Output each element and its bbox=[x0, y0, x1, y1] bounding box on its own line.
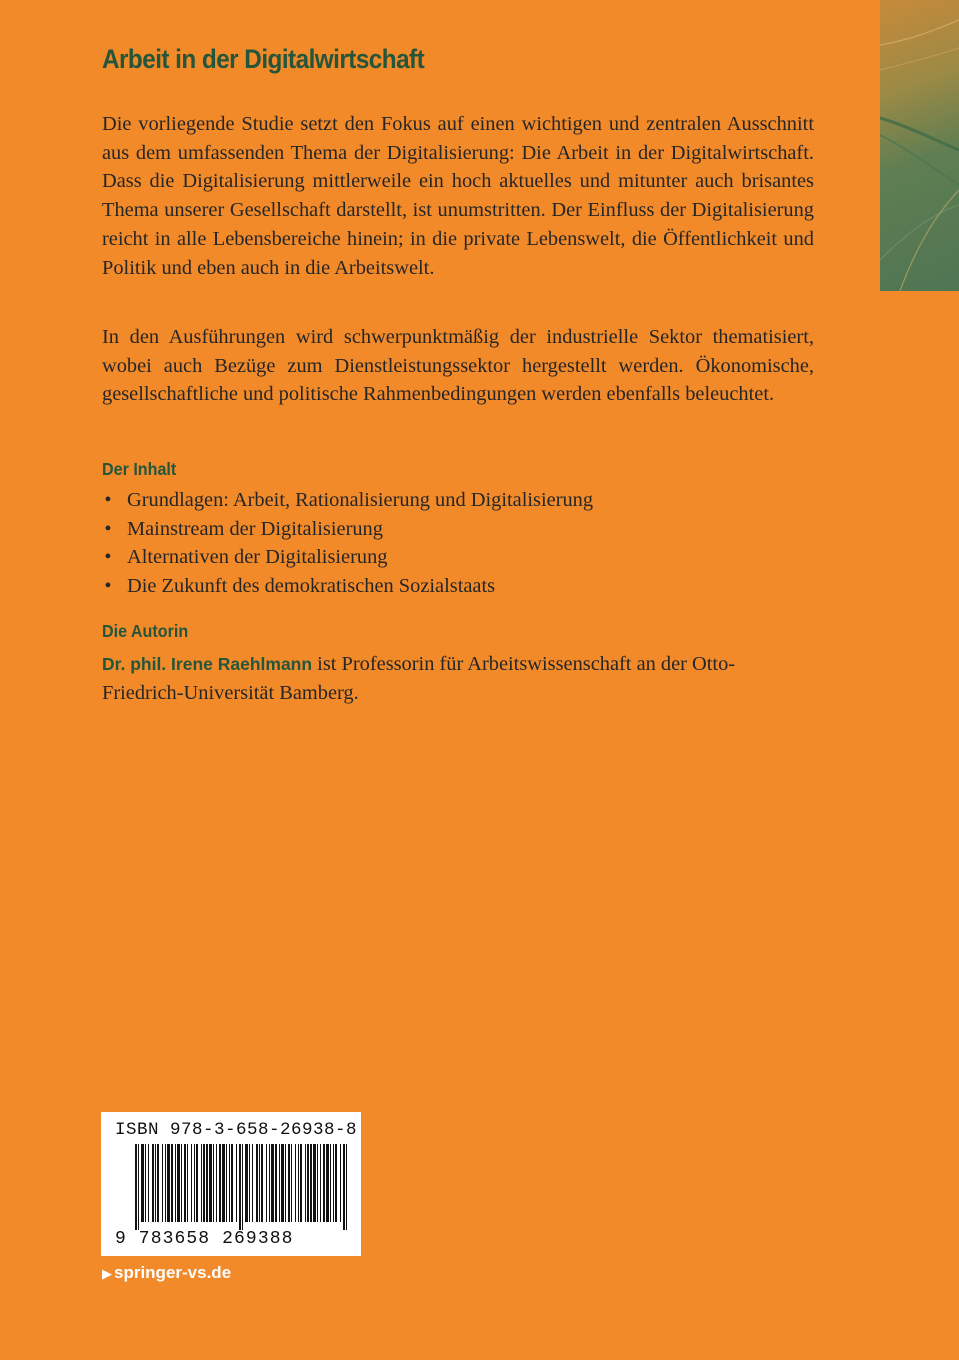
barcode-bar bbox=[249, 1144, 250, 1222]
barcode-bar bbox=[333, 1144, 334, 1222]
barcode-bar bbox=[261, 1144, 263, 1222]
barcode-bar bbox=[300, 1144, 302, 1222]
barcode-bar bbox=[323, 1144, 325, 1222]
barcode-bar bbox=[231, 1144, 233, 1222]
contents-list bbox=[102, 486, 593, 601]
barcode-bar bbox=[285, 1144, 286, 1222]
barcode-bar bbox=[165, 1144, 166, 1222]
barcode-bar bbox=[157, 1144, 159, 1222]
barcode-bar bbox=[335, 1144, 337, 1222]
barcode-bar bbox=[201, 1144, 202, 1222]
barcode-bar bbox=[203, 1144, 205, 1222]
barcode-bar bbox=[242, 1144, 243, 1230]
bullet-icon: • bbox=[104, 575, 112, 598]
barcode-bar bbox=[313, 1144, 316, 1222]
list-item bbox=[102, 515, 593, 544]
isbn-barcode bbox=[101, 1112, 361, 1256]
barcode-bar bbox=[141, 1144, 144, 1222]
list-item bbox=[102, 486, 593, 515]
barcode-bar bbox=[155, 1144, 156, 1222]
barcode-bar bbox=[239, 1144, 241, 1230]
list-item bbox=[102, 572, 593, 601]
barcode-bar bbox=[175, 1144, 176, 1222]
barcode-bar bbox=[219, 1144, 221, 1222]
publisher-link[interactable] bbox=[102, 1263, 231, 1283]
barcode-bar bbox=[295, 1144, 296, 1222]
book-title: Arbeit in der Digitalwirtschaft bbox=[102, 44, 425, 74]
description-paragraph-1: Die vorliegende Studie setzt den Fokus auf einen wichtigen und zentralen Ausschnitt aus dem umfassenden Thema der Digitalisierung: Die Arbeit in der Digitalwirtschaft. Dass die Digitalisierung mittlerweile ein hoch aktuelles und mitunter auch brisantes Thema unserer Gesellschaft darstellt, ist unumstritten. Der Einfluss der Digitalisierung reicht in alle Lebensbereiche hinein; in die private Lebenswelt, die Öffentlichkeit und Politik und eben auch in die Arbeitswelt. bbox=[102, 113, 814, 279]
barcode-bar bbox=[171, 1144, 173, 1222]
barcode-bar bbox=[288, 1144, 290, 1222]
author-heading: Die Autorin bbox=[102, 621, 189, 641]
isbn-label: ISBN 978-3-658-26938-8 bbox=[115, 1120, 358, 1140]
barcode-bar bbox=[326, 1144, 329, 1222]
barcode-bar bbox=[187, 1144, 188, 1222]
bullet-icon: • bbox=[104, 489, 112, 511]
list-item-text: Alternativen der Digitalisierung bbox=[127, 546, 388, 569]
barcode-bar bbox=[184, 1144, 186, 1222]
barcode-bar bbox=[343, 1144, 345, 1230]
barcode-bar bbox=[346, 1144, 347, 1230]
barcode-bar bbox=[298, 1144, 299, 1222]
list-item bbox=[102, 543, 593, 572]
barcode-bar bbox=[196, 1144, 198, 1222]
barcode-bar bbox=[307, 1144, 309, 1222]
barcode-bar bbox=[206, 1144, 208, 1222]
barcode-bar bbox=[177, 1144, 180, 1222]
barcode-bar bbox=[275, 1144, 277, 1222]
publisher-url: springer-vs.de bbox=[114, 1263, 232, 1282]
barcode-bar bbox=[245, 1144, 248, 1222]
list-item-text: Grundlagen: Arbeit, Rationalisierung und Digitalisierung bbox=[127, 489, 594, 511]
barcode-bar bbox=[259, 1144, 260, 1222]
barcode-bar bbox=[305, 1144, 306, 1222]
barcode-bar bbox=[279, 1144, 280, 1222]
barcode-bar bbox=[252, 1144, 253, 1222]
list-item-text: Mainstream der Digitalisierung bbox=[127, 517, 383, 540]
barcode-bar bbox=[152, 1144, 154, 1222]
barcode-bar bbox=[330, 1144, 331, 1222]
barcode-bar bbox=[340, 1144, 341, 1222]
barcode-bar bbox=[310, 1144, 312, 1222]
bullet-icon: • bbox=[104, 517, 112, 540]
barcode-bar bbox=[281, 1144, 284, 1222]
barcode-bar bbox=[191, 1144, 192, 1222]
barcode-bar bbox=[236, 1144, 237, 1222]
barcode-bar bbox=[229, 1144, 230, 1222]
barcode-bar bbox=[317, 1144, 318, 1222]
barcode-bar bbox=[266, 1144, 267, 1222]
list-item-text: Die Zukunft des demokratischen Sozialstaats bbox=[127, 575, 496, 598]
barcode-bar bbox=[222, 1144, 225, 1222]
barcode-bar bbox=[320, 1144, 321, 1222]
barcode-bar bbox=[138, 1144, 139, 1230]
bullet-icon: • bbox=[104, 546, 112, 569]
barcode-bar bbox=[291, 1144, 292, 1222]
author-name: Dr. phil. Irene Raehlmann bbox=[102, 654, 313, 674]
barcode-bar bbox=[148, 1144, 149, 1222]
barcode-bar bbox=[209, 1144, 212, 1222]
abstract-wave-graphic bbox=[880, 0, 959, 291]
barcode-bar bbox=[269, 1144, 270, 1222]
description-paragraph-2: In den Ausführungen wird schwerpunktmäßig der industrielle Sektor thematisiert, wobei auch Bezüge zum Dienstleistungssektor hergestellt werden. Ökonomische, gesellschaftliche und politische Rahmenbedingungen werden ebenfalls beleuchtet. bbox=[102, 326, 814, 406]
barcode-bar bbox=[226, 1144, 227, 1222]
barcode-bar bbox=[256, 1144, 258, 1222]
isbn-digits: 9 783658 269388 bbox=[115, 1229, 294, 1249]
barcode-bar bbox=[135, 1144, 137, 1230]
arrow-right-icon: ▶ bbox=[102, 1266, 112, 1281]
barcode-bar bbox=[181, 1144, 182, 1222]
author-bio bbox=[102, 650, 814, 707]
barcode-bar bbox=[167, 1144, 170, 1222]
cover-art-strip bbox=[880, 0, 959, 291]
barcode-bar bbox=[213, 1144, 214, 1222]
barcode-bar bbox=[162, 1144, 163, 1222]
barcode-bar bbox=[216, 1144, 217, 1222]
barcode-bars bbox=[101, 1144, 361, 1232]
author-bio-text: ist Professorin für Arbeitswissenschaft an der Otto-Friedrich-Universität Bamberg. bbox=[102, 653, 736, 704]
barcode-bar bbox=[271, 1144, 274, 1222]
contents-heading: Der Inhalt bbox=[102, 459, 177, 479]
barcode-bar bbox=[194, 1144, 195, 1222]
barcode-bar bbox=[145, 1144, 146, 1222]
